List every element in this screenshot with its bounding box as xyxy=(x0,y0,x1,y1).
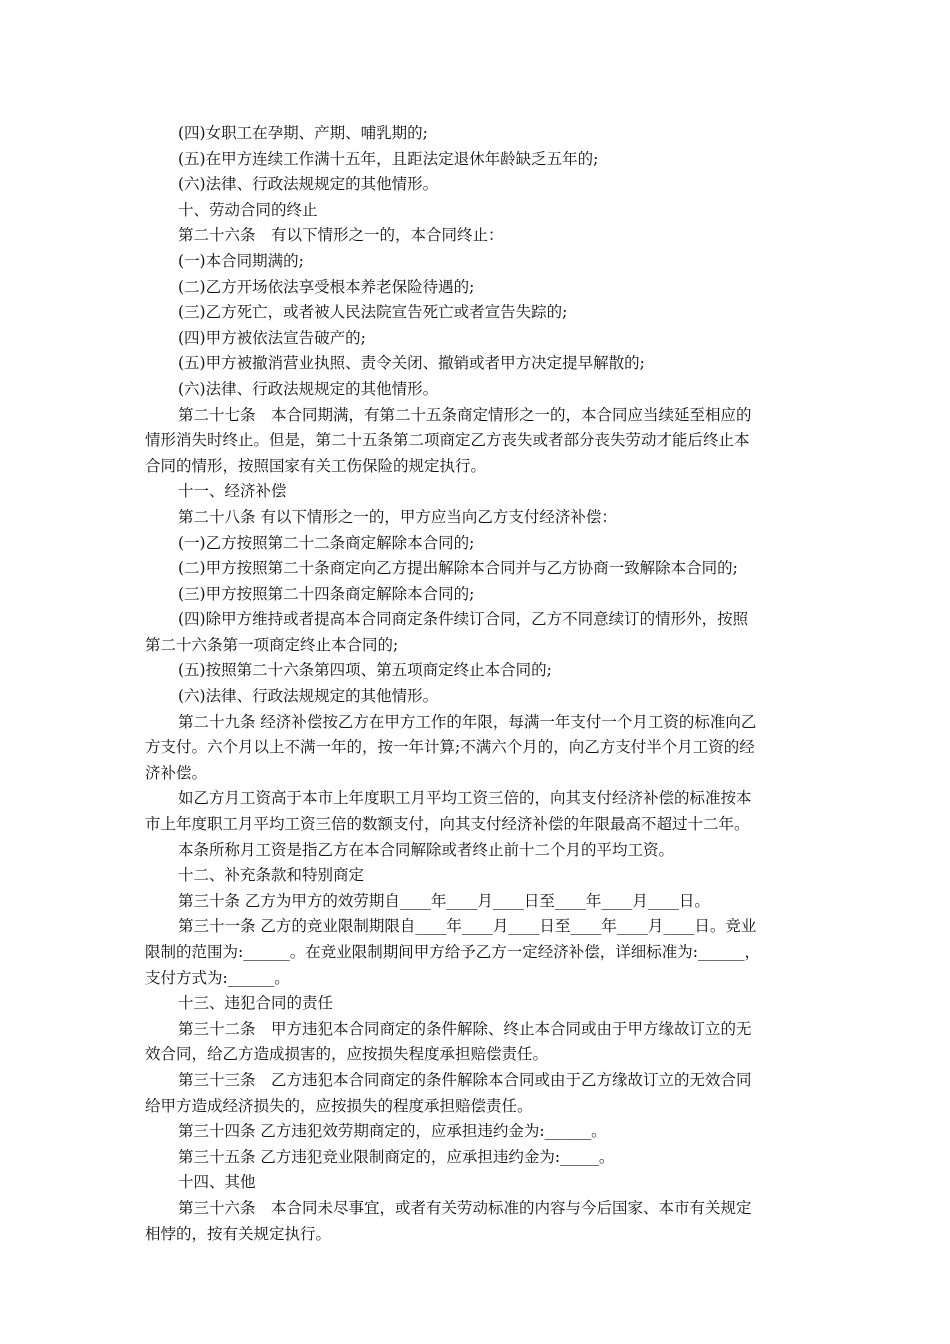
document-line: 第三十一条 乙方的竞业限制期限自____年____月____日至____年____月____日。竞业 xyxy=(178,917,757,936)
document-line: (五)在甲方连续工作满十五年，且距法定退休年龄缺乏五年的; xyxy=(178,149,599,168)
document-line: 效合同，给乙方造成损害的，应按损失程度承担赔偿责任。 xyxy=(145,1045,549,1064)
document-line: 限制的范围为:______。在竞业限制期间甲方给予乙方一定经济补偿，详细标准为:______， xyxy=(145,943,760,961)
document-line: (四)除甲方维持或者提高本合同商定条件续订合同，乙方不同意续订的情形外，按照 xyxy=(178,610,749,629)
document-line: 第二十八条 有以下情形之一的，甲方应当向乙方支付经济补偿： xyxy=(178,507,617,526)
document-line: 合同的情形，按照国家有关工伤保险的规定执行。 xyxy=(145,456,487,475)
document-line: (四)甲方被依法宣告破产的; xyxy=(178,328,366,347)
document-line: 第二十七条 本合同期满，有第二十五条商定情形之一的，本合同应当续延至相应的 xyxy=(178,405,752,424)
document-line: 情形消失时终止。但是，第二十五条第二项商定乙方丧失或者部分丧失劳动才能后终止本 xyxy=(145,431,750,450)
document-line: 如乙方月工资高于本市上年度职工月平均工资三倍的，向其支付经济补偿的标准按本 xyxy=(178,789,752,808)
document-line: (四)女职工在孕期、产期、哺乳期的; xyxy=(178,124,428,142)
document-line: 第三十条 乙方为甲方的效劳期自____年____月____日至____年____月____日。 xyxy=(178,891,710,910)
document-line: 十二、补充条款和特别商定 xyxy=(178,866,365,885)
document-line: 十、劳动合同的终止 xyxy=(178,200,318,219)
document-line: (五)甲方被撤消营业执照、责令关闭、撤销或者甲方决定提早解散的; xyxy=(178,354,645,373)
document-line: (二)乙方开场依法享受根本养老保险待遇的; xyxy=(178,277,475,296)
document-line: 第三十四条 乙方违犯效劳期商定的，应承担违约金为:______。 xyxy=(178,1122,607,1141)
document-line: 十一、经济补偿 xyxy=(178,482,287,501)
document-line: 十四、其他 xyxy=(178,1173,256,1192)
document-line: 第三十六条 本合同未尽事宜，或者有关劳动标准的内容与今后国家、本市有关规定 xyxy=(178,1198,752,1217)
document-line: 济补偿。 xyxy=(145,763,208,782)
document-body xyxy=(145,121,807,1247)
document-line: 第二十九条 经济补偿按乙方在甲方工作的年限，每满一年支付一个月工资的标准向乙 xyxy=(178,712,757,731)
document-line: (六)法律、行政法规规定的其他情形。 xyxy=(178,687,439,706)
document-line: (三)乙方死亡，或者被人民法院宣告死亡或者宣告失踪的; xyxy=(178,303,568,322)
document-line: 方支付。六个月以上不满一年的，按一年计算;不满六个月的，向乙方支付半个月工资的经 xyxy=(145,738,755,757)
document-line: (六)法律、行政法规规定的其他情形。 xyxy=(178,175,439,194)
document-line: 给甲方造成经济损失的，应按损失的程度承担赔偿责任。 xyxy=(145,1096,533,1115)
document-line: (二)甲方按照第二十条商定向乙方提出解除本合同并与乙方协商一致解除本合同的; xyxy=(178,559,738,578)
document-line: (一)乙方按照第二十二条商定解除本合同的; xyxy=(178,533,475,552)
document-line: 支付方式为:______。 xyxy=(145,968,290,987)
document-line: 第二十六条 有以下情形之一的，本合同终止： xyxy=(178,226,504,245)
document-line: (三)甲方按照第二十四条商定解除本合同的; xyxy=(178,584,475,603)
document-line: 第三十五条 乙方违犯竞业限制商定的，应承担违约金为:_____。 xyxy=(178,1147,615,1166)
document-line: 第三十三条 乙方违犯本合同商定的条件解除本合同或由于乙方缘故订立的无效合同 xyxy=(178,1070,752,1089)
document-line: 十三、违犯合同的责任 xyxy=(178,994,334,1013)
document-line: 第二十六条第一项商定终止本合同的; xyxy=(145,635,399,654)
document-line: (五)按照第二十六条第四项、第五项商定终止本合同的; xyxy=(178,661,552,680)
document-line: (一)本合同期满的; xyxy=(178,251,304,270)
document-line: 市上年度职工月平均工资三倍的数额支付，向其支付经济补偿的年限最高不超过十二年。 xyxy=(145,815,750,834)
document-line: 本条所称月工资是指乙方在本合同解除或者终止前十二个月的平均工资。 xyxy=(178,840,675,859)
document-line: 相悖的，按有关规定执行。 xyxy=(145,1224,332,1243)
document-line: (六)法律、行政法规规定的其他情形。 xyxy=(178,379,439,398)
document-line: 第三十二条 甲方违犯本合同商定的条件解除、终止本合同或由于甲方缘故订立的无 xyxy=(178,1019,752,1038)
